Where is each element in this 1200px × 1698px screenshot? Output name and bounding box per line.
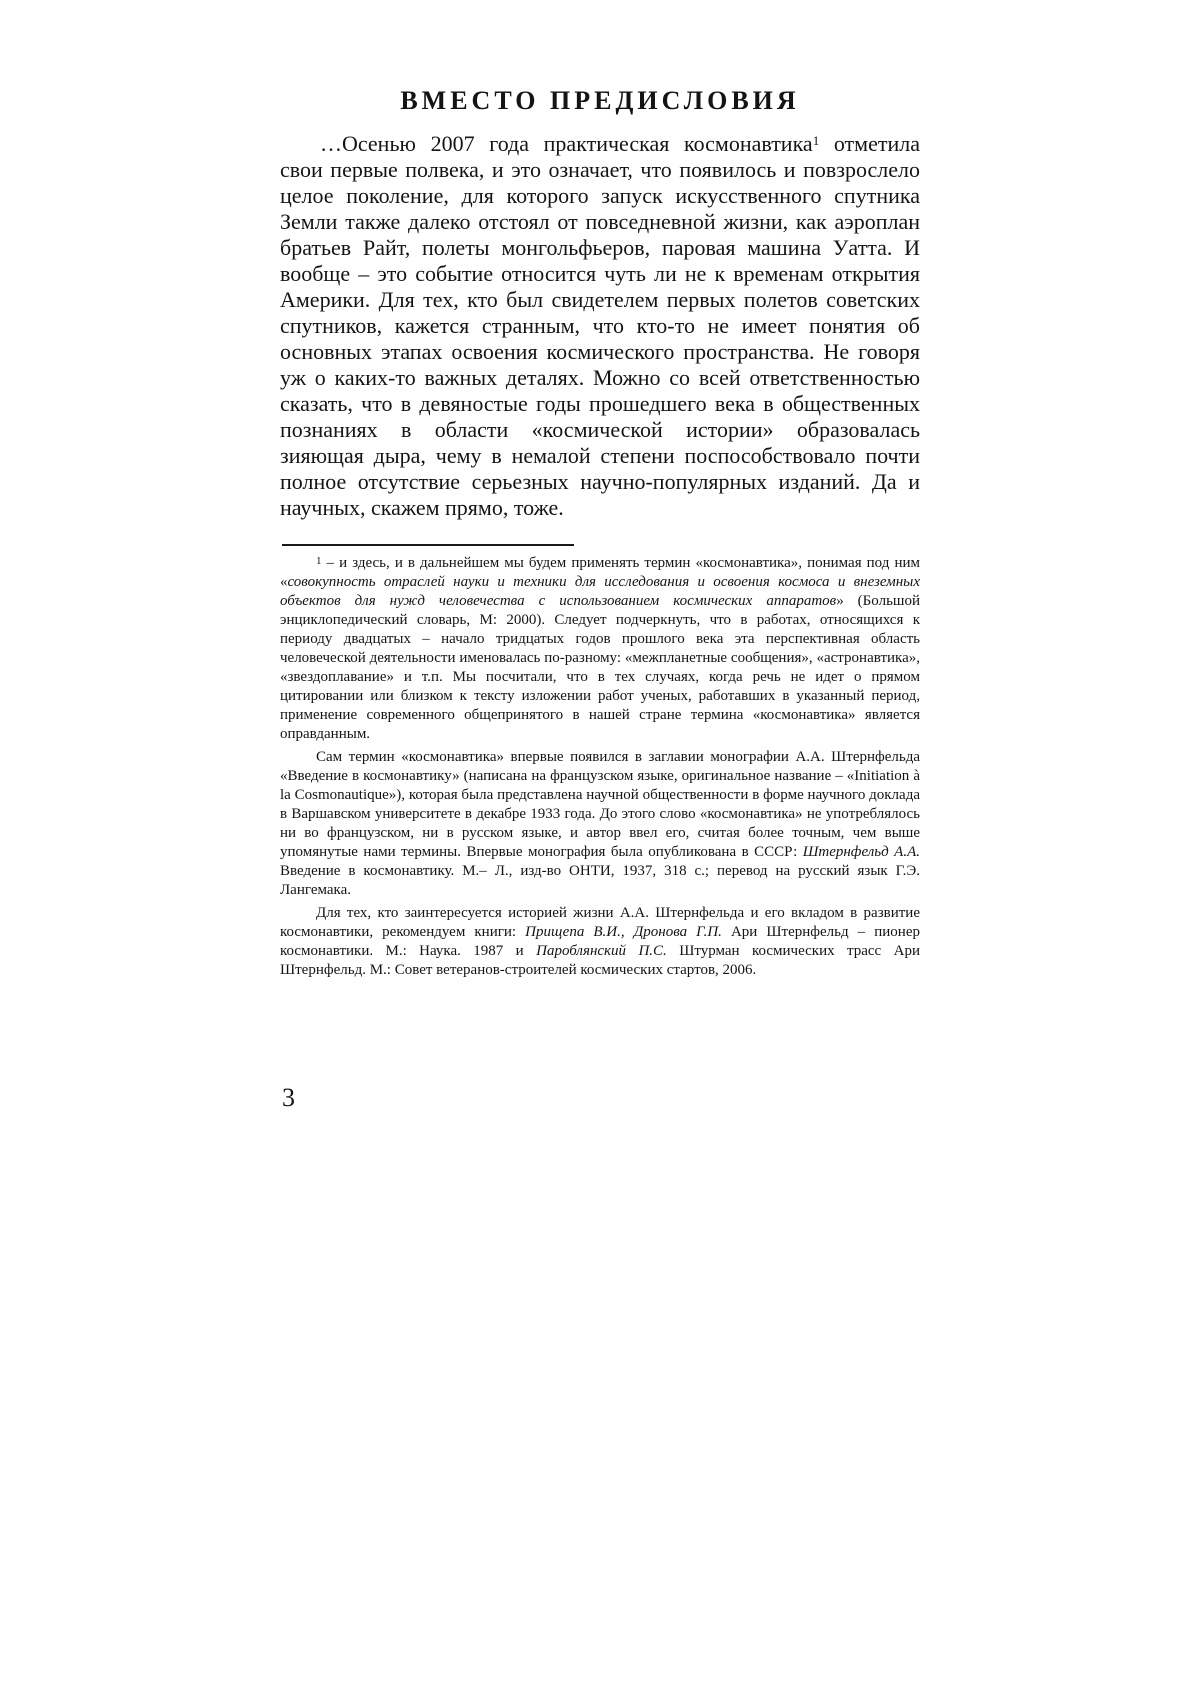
body-text-part-1: …Осенью 2007 года практическая космонавтика [320,131,813,156]
footnote-1 [280,554,920,744]
footnote-separator-rule [282,544,574,546]
footnote-1-text-b: » (Большой энциклопедический словарь, М: 2000). Следует подчеркнуть, что в работах, относящихся к периоду двадцатых – начало тридцатых годов прошлого века эта перспективная область человеческой деятельности именовалась по-разному: «межпланетные сообщения», «астронавтика», «звездоплавание» и т.п. Мы посчитали, что в тех случаях, когда речь не идет о прямом цитировании или близком к тексту изложении работ ученых, работавших в указанный период, применение современного общепринятого в нашей стране термина «космонавтика» является оправданным. [280,593,920,742]
footnote-3-text-a: Для тех, кто заинтересуется историей жизни А.А. Штернфельда и его вкладом в развитие космонавтики, рекомендуем книги: [280,905,920,940]
footnote-reference-marker: 1 [812,133,820,148]
footnotes-section [280,554,920,984]
page-number: 3 [282,1083,295,1112]
section-heading: ВМЕСТО ПРЕДИСЛОВИЯ [400,86,800,115]
footnote-2 [280,748,920,900]
footnote-3 [280,904,920,980]
footnote-1-definition-quote: совокупность отраслей науки и техники для исследования и освоения космоса и внеземных объектов для нужд человечества с использованием космических аппаратов [280,574,920,609]
footnote-2-text-b: Введение в космонавтику. М.– Л., изд-во ОНТИ, 1937, 318 с.; перевод на русский язык Г.Э. Лангемака. [280,863,920,898]
footnote-3-text-b: Ари Штернфельд – пионер космонавтики. М.: Наука. 1987 и [280,924,920,959]
footnote-3-text-c: Штурман космических трасс Ари Штернфельд. М.: Совет ветеранов-строителей космических стартов, 2006. [280,943,920,978]
footnote-3-author-2: Пароблянский П.С. [536,943,667,959]
body-text-part-2: отметила свои первые полвека, и это означает, что появилось и повзрослело целое поколение, для которого запуск искусственного спутника Земли также далеко отстоял от повседневной жизни, как аэроплан братьев Райт, полеты монгольфьеров, паровая машина Уатта. И вообще – это событие относится чуть ли не к временам открытия Америки. Для тех, кто был свидетелем первых полетов советских спутников, кажется странным, что кто-то не имеет понятия об основных этапах освоения космического пространства. Не говоря уж о каких-то важных деталях. Можно со всей ответственностью сказать, что в девяностые годы прошедшего века в общественных познаниях в области «космической истории» образовалась зияющая дыра, чему в немалой степени поспособствовало почти полное отсутствие серьезных научно-популярных изданий. Да и научных, скажем прямо, тоже. [280,131,920,520]
body-paragraph [280,131,920,521]
footnote-3-authors-1: Прищепа В.И., Дронова Г.П. [525,924,722,940]
footnote-2-author: Штернфельд А.А. [802,844,920,860]
footnote-2-text-a: Сам термин «космонавтика» впервые появился в заглавии монографии А.А. Штернфельда «Введение в космонавтику» (написана на французском языке, оригинальное название – «Initiation à la Cosmonautique»), которая была представлена научной общественности в форме научного доклада в Варшавском университете в декабре 1933 года. До этого слово «космонавтика» не употреблялось ни во французском, ни в русском языке, и автор ввел его, считая более точным, чем выше упомянутые нами термины. Впервые монография была опубликована в СССР: [280,749,920,860]
footnote-1-text-a: – и здесь, и в дальнейшем мы будем применять термин «космонавтика», понимая под ним « [280,555,920,590]
footnote-1-marker: 1 [316,555,322,567]
